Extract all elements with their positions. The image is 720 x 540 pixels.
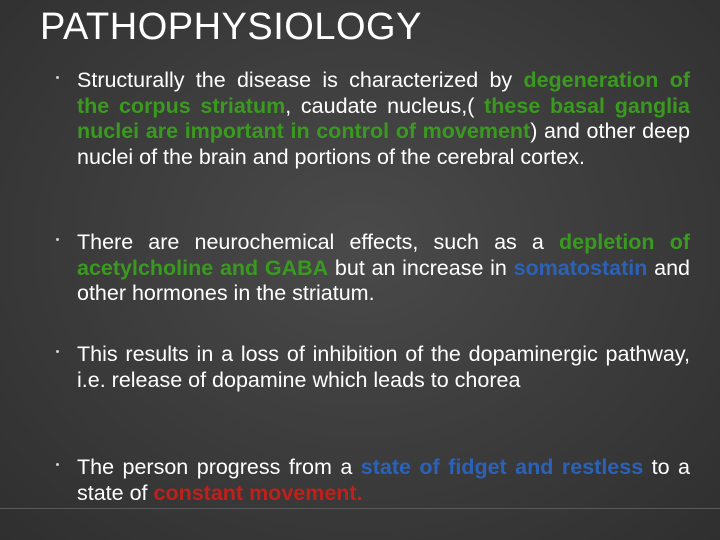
bullet-text — [77, 455, 690, 506]
bullet-item — [56, 68, 696, 170]
bullet-segment: This results in a loss of inhibition of the dopaminergic pathway, i.e. release of dopamine which leads to chorea — [77, 342, 690, 392]
bullet-dot-icon — [56, 238, 59, 241]
highlighted-phrase: degeneration of the corpus striatum — [77, 68, 690, 118]
highlighted-phrase: constant movement. — [153, 480, 363, 505]
bullet-segment: The person progress from a — [77, 455, 361, 479]
bullet-segment: but an increase in — [328, 255, 514, 280]
bullet-dot-icon — [56, 463, 59, 466]
bullet-item — [56, 342, 696, 393]
bullet-segment: and other hormones in the striatum. — [77, 255, 690, 305]
bullet-text — [77, 68, 690, 170]
highlighted-phrase: state of fidget and restless — [360, 455, 644, 479]
slide-title: PATHOPHYSIOLOGY — [40, 6, 422, 48]
bullet-segment: ) and other deep nuclei of the brain and portions of the cerebral cortex. — [77, 119, 690, 169]
bullet-segment: to a state of — [77, 455, 691, 505]
bullet-segment: Structurally the disease is characterized by — [77, 68, 524, 92]
bullet-text — [77, 230, 690, 307]
bullet-dot-icon — [56, 76, 59, 79]
bullet-item — [56, 230, 696, 307]
highlighted-phrase: somatostatin — [513, 255, 648, 280]
bullet-segment: There are neurochemical effects, such as a — [77, 230, 560, 254]
bullet-text — [77, 342, 690, 393]
highlighted-phrase: these basal ganglia nuclei are important in control of movement — [77, 93, 690, 143]
bullet-item — [56, 455, 696, 506]
highlighted-phrase: depletion of acetylcholine and GABA — [77, 230, 690, 280]
bullet-segment: , caudate nucleus,( — [285, 93, 485, 118]
bullet-dot-icon — [56, 350, 59, 353]
